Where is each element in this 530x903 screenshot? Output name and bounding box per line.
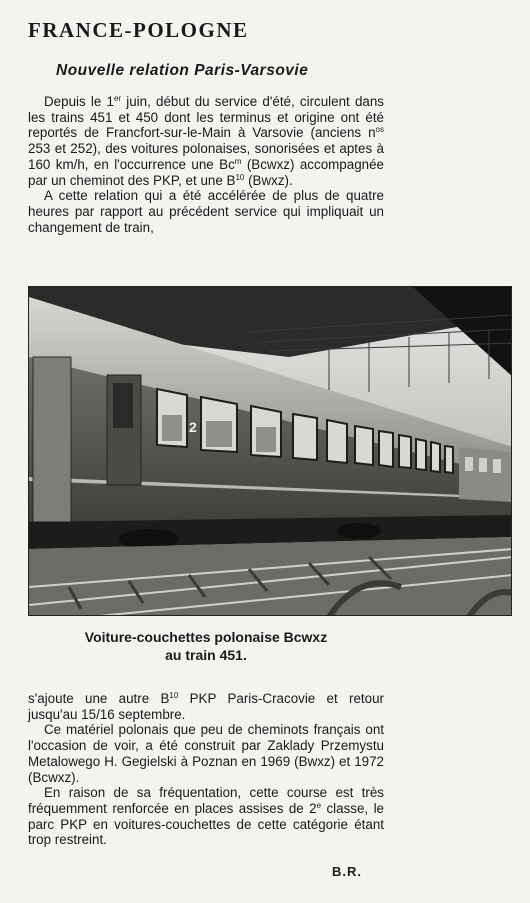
intro-paragraph-1: Depuis le 1er juin, début du service d'été, circulent dans les trains 451 et 450 dont les terminus et origine ont été reportés de Francfort-sur-le-Main à Varsovie (anciens $n^{os}$ 253 et 252), des voitures polonaises, sonorisées et aptes à 160 km/h, en l'occurrence une Bc$^m$ (Bcwxz) accompagnée par un cheminot des PKP, et une $B^{10}$ (Bwxz). (28, 94, 384, 188)
caption-line-1: Voiture-couchettes polonaise Bcwxz (84, 629, 328, 645)
outro-paragraph-1: s'ajoute une autre $B^{10}$ PKP Paris-Cracovie et retour jusqu'au 15/16 septembre. (28, 691, 384, 722)
intro-paragraph-2: A cette relation qui a été accélérée de plus de quatre heures par rapport au précédent service qui impliquait un changement de train, (28, 188, 384, 235)
caption-line-2: au train 451. (165, 647, 247, 663)
author-signature: B.R. (332, 864, 362, 879)
photo-caption (28, 628, 384, 664)
article-headline: FRANCE-POLOGNE (28, 18, 249, 42)
outro-paragraph-3: En raison de sa fréquentation, cette course est très fréquemment renforcée en places assises de 2e classe, le parc PKP en voitures-couchettes de cette catégorie étant trop restreint. (28, 785, 384, 848)
outro-paragraph-2: Ce matériel polonais que peu de cheminots français ont l'occasion de voir, a été construit par Zaklady Przemystu Metalowego H. Gegielski à Poznan en 1969 (Bwxz) et 1972 (Bcwxz). (28, 722, 384, 785)
class-marking: 2 (189, 419, 197, 435)
article-intro (28, 94, 384, 235)
article-outro (28, 691, 384, 848)
train-photo (28, 286, 512, 616)
article-subtitle: Nouvelle relation Paris-Varsovie (56, 62, 309, 79)
